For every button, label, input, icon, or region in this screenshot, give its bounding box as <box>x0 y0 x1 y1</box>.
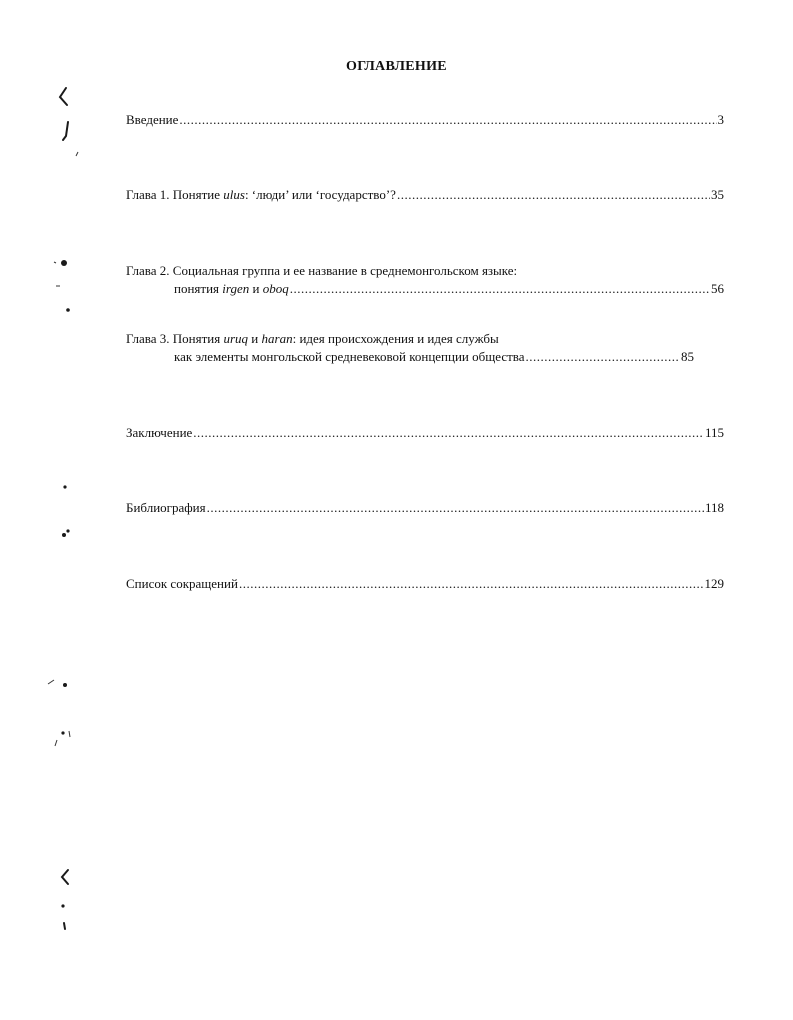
toc-label-line-2 <box>174 280 289 298</box>
scan-artifacts <box>0 0 120 1020</box>
toc-label-line-2: как элементы монгольской средневековой концепции общества <box>174 349 525 364</box>
toc-label-conjunction: и <box>248 331 262 346</box>
toc-label-term: ulus <box>223 187 245 202</box>
toc-leader-dots <box>397 186 710 204</box>
scan-mark <box>66 308 70 312</box>
toc-label: Заключение <box>126 425 193 440</box>
toc-label-prefix: Глава 3. Понятия <box>126 331 224 346</box>
toc-leader-dots <box>290 280 710 298</box>
toc-leader-dots <box>193 424 704 442</box>
scan-mark <box>61 260 67 266</box>
toc-page-number: 3 <box>717 112 724 127</box>
scan-mark <box>60 88 67 105</box>
toc-page-number: 118 <box>704 500 724 515</box>
toc-label-prefix: Глава 1. Понятие <box>126 187 224 202</box>
toc-label-term: haran <box>261 331 293 346</box>
toc-entry-bibliography[interactable] <box>126 499 724 517</box>
scan-mark <box>76 152 78 156</box>
toc-entry-introduction[interactable] <box>126 111 724 129</box>
toc-label: Список сокращений <box>126 576 238 591</box>
toc-label: Библиография <box>126 500 206 515</box>
toc-label-prefix: понятия <box>174 281 223 296</box>
scan-mark <box>63 683 67 687</box>
toc-entry-conclusion[interactable] <box>126 424 724 442</box>
toc-label-term: oboq <box>262 281 289 296</box>
toc-page-number: 85 <box>681 349 694 364</box>
toc-label: Введение <box>126 112 179 127</box>
toc-label-suffix: : ‘люди’ или ‘государство’? <box>244 187 396 202</box>
toc-label-term: irgen <box>222 281 250 296</box>
toc-entry-chapter-2[interactable] <box>126 262 724 298</box>
scan-mark <box>66 529 69 532</box>
toc-leader-dots <box>239 575 704 593</box>
scan-mark <box>63 485 66 488</box>
scan-mark <box>54 262 56 263</box>
toc-page-number: 115 <box>704 425 724 440</box>
toc-label-conjunction: и <box>249 281 263 296</box>
scan-mark <box>61 731 64 734</box>
toc-entry-chapter-3[interactable] <box>126 330 724 366</box>
scan-mark <box>63 122 68 140</box>
scan-mark <box>64 923 65 929</box>
page-title: ОГЛАВЛЕНИЕ <box>346 59 447 74</box>
toc-page-number: 35 <box>711 187 724 202</box>
toc-entry-abbreviations[interactable] <box>126 575 724 593</box>
toc-line <box>126 424 724 442</box>
toc-line <box>126 111 724 129</box>
toc-label-term: uruq <box>223 331 249 346</box>
toc-line <box>126 186 724 204</box>
toc-label <box>126 186 396 204</box>
toc-line <box>126 280 724 298</box>
toc-leader-dots <box>526 348 680 366</box>
toc-label-line-1: Глава 2. Социальная группа и ее название в среднемонгольском языке: <box>126 263 518 278</box>
scan-mark <box>62 533 66 537</box>
toc-label-line-1 <box>126 330 724 348</box>
scan-mark <box>61 904 64 907</box>
toc-page-number: 129 <box>704 576 724 591</box>
toc-line <box>126 348 694 366</box>
toc-line <box>126 575 724 593</box>
toc-leader-dots <box>207 499 704 517</box>
scan-mark <box>69 731 70 737</box>
toc-entry-chapter-1[interactable] <box>126 186 724 204</box>
scan-mark <box>48 680 54 684</box>
toc-line <box>126 499 724 517</box>
toc-page-number: 56 <box>711 281 724 296</box>
scan-mark <box>55 740 57 746</box>
scan-mark <box>62 870 68 884</box>
toc-leader-dots <box>179 111 716 129</box>
toc-label-suffix: : идея происхождения и идея службы <box>292 331 499 346</box>
